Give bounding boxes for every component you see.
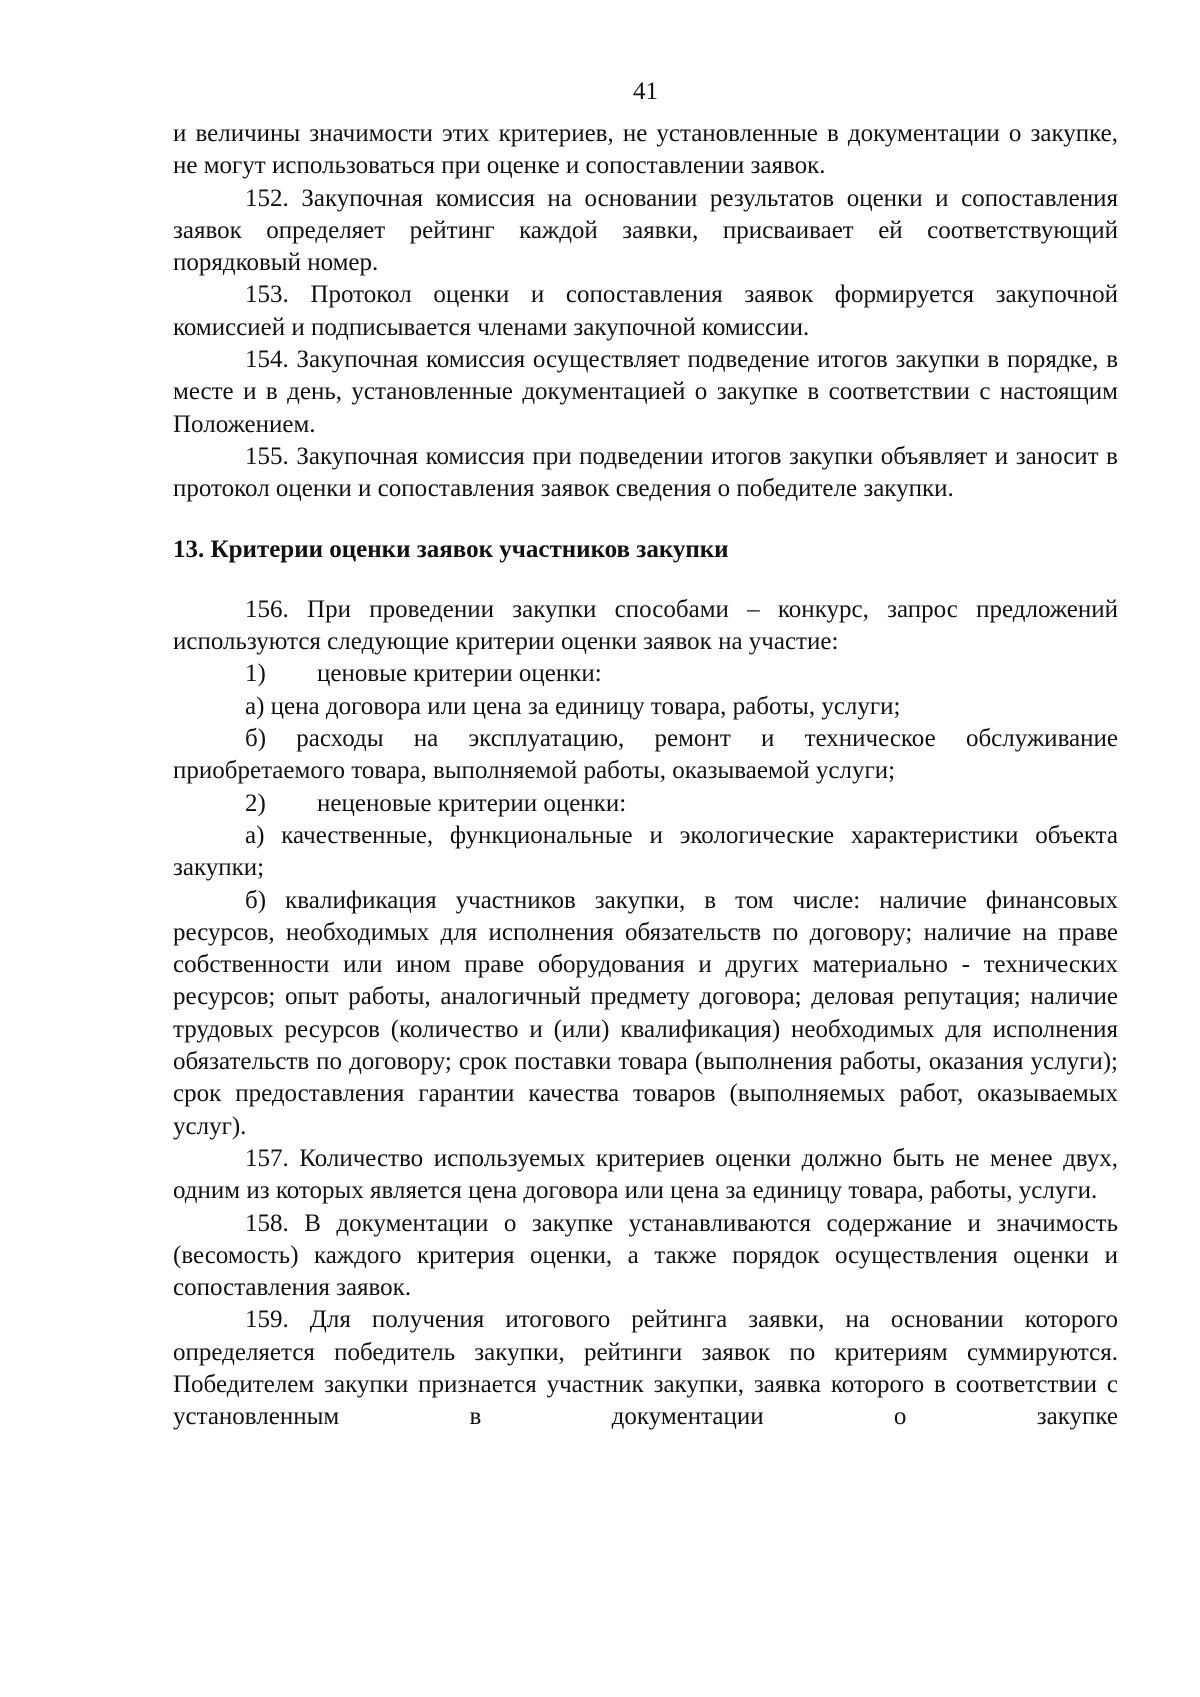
paragraph-155: 155. Закупочная комиссия при подведении итогов закупки объявляет и заносит в протокол оценки и сопоставления заявок сведения о победителе закупки. [173, 442, 1118, 503]
list-item-2-number: 2) [245, 789, 266, 817]
paragraph-154: 154. Закупочная комиссия осуществляет подведение итогов закупки в порядке, в месте и в день, установленные документацией о закупке в соответствии с настоящим Положением. [173, 346, 1118, 438]
list-item-2-text: неценовые критерии оценки: [317, 789, 627, 817]
paragraph-156: 156. При проведении закупки способами – конкурс, запрос предложений используются следующие критерии оценки заявок на участие: [173, 595, 1118, 656]
subitem-1b: б) расходы на эксплуатацию, ремонт и техническое обслуживание приобретаемого товара, выполняемой работы, оказываемой услуги; [173, 725, 1118, 785]
list-item-2 [173, 788, 1118, 820]
subitem-2b: б) квалификация участников закупки, в том числе: наличие финансовых ресурсов, необходимых для исполнения обязательств по договору; наличие на праве собственности или ином праве оборудования и других материально - технических ресурсов; опыт работы, аналогичный предмету договора; деловая репутация; наличие трудовых ресурсов (количество и (или) квалификация) необходимых для исполнения обязательств по договору; срок поставки товара (выполнения работы, оказания услуги); срок предоставления гарантии качества товаров (выполняемых работ, оказываемых услуг). [173, 886, 1118, 1140]
page-number: 41 [633, 78, 658, 105]
paragraph-157: 157. Количество используемых критериев оценки должно быть не менее двух, одним из которых является цена договора или цена за единицу товара, работы, услуги. [173, 1144, 1118, 1205]
subitem-2a: а) качественные, функциональные и экологические характеристики объекта закупки; [173, 821, 1118, 882]
paragraph-159: 159. Для получения итогового рейтинга заявки, на основании которого определяется победитель закупки, рейтинги заявок по критериям суммируются. Победителем закупки признается участник закупки, заявка которого в соответствии с установленным в документации о закупке [173, 1306, 1118, 1431]
list-item-1-text: ценовые критерии оценки: [317, 660, 602, 688]
paragraph-153: 153. Протокол оценки и сопоставления заявок формируется закупочной комиссией и подписывается членами закупочной комиссии. [173, 281, 1118, 341]
paragraph-continuation: и величины значимости этих критериев, не установленные в документации о закупке, не могут использоваться при оценке и сопоставлении заявок. [173, 120, 1118, 180]
section-heading: 13. Критерии оценки заявок участников закупки [173, 535, 729, 563]
paragraph-158: 158. В документации о закупке устанавливаются содержание и значимость (весомость) каждого критерия оценки, а также порядок осуществления оценки и сопоставления заявок. [173, 1209, 1118, 1302]
subitem-1a: а) цена договора или цена за единицу товара, работы, услуги; [245, 692, 901, 720]
paragraph-152: 152. Закупочная комиссия на основании результатов оценки и сопоставления заявок определяет рейтинг каждой заявки, присваивает ей соответствующий порядковый номер. [173, 184, 1118, 277]
list-item-1 [173, 658, 1118, 690]
list-item-1-number: 1) [245, 660, 266, 688]
